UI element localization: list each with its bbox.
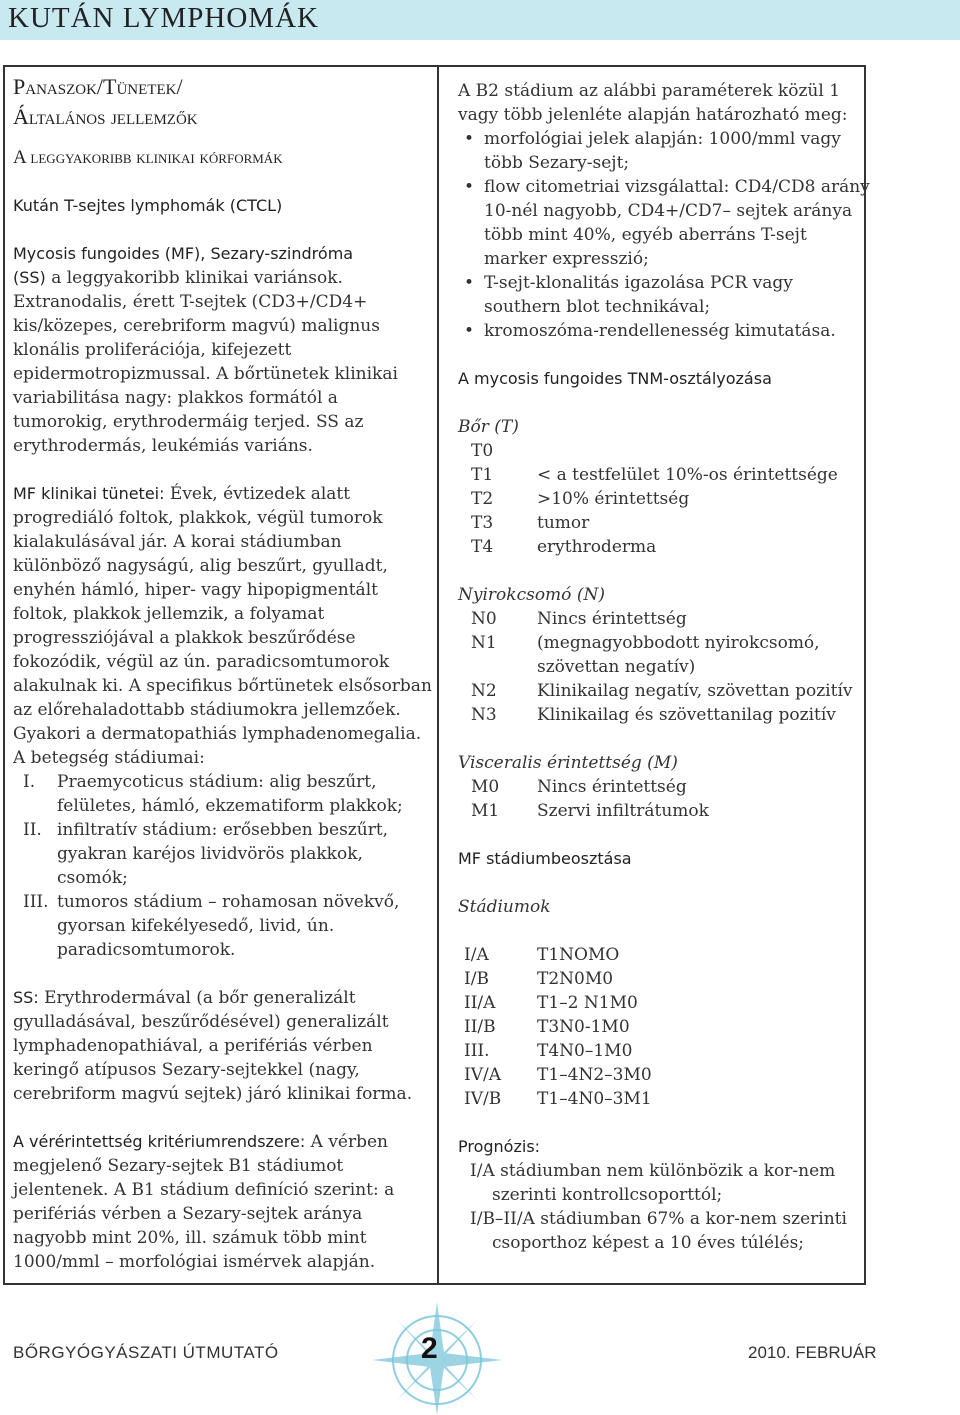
table-row: T3 tumor [471, 513, 590, 533]
list-item: I/A stádiumban nem különbözik a kor-nem szerinti kontrollcsoporttól; [470, 1161, 836, 1205]
node-table [458, 607, 870, 727]
right-column [458, 79, 870, 1255]
list-item: • T-sejt-klonalitás igazolása PCR vagy southern blot technikával; [464, 273, 793, 317]
paragraph-mf-symptoms [13, 482, 433, 770]
section-heading-1: Panaszok/Tünetek/ [13, 74, 183, 99]
skin-title: Bőr (T) [458, 417, 519, 437]
ss-label: SS: [13, 988, 39, 1007]
list-item: • kromoszóma-rendellenesség kimutatása. [464, 321, 836, 341]
table-row: II/B T3N0-1M0 [464, 1017, 630, 1037]
tnm-title: A mycosis fungoides TNM-osztályozása [458, 369, 772, 388]
table-row: T4 erythroderma [471, 537, 657, 557]
footer-date: 2010. FEBRUÁR [748, 1343, 877, 1362]
stage-list [13, 770, 433, 962]
footer-publication: BŐRGYÓGYÁSZATI ÚTMUTATÓ [13, 1343, 279, 1362]
table-row: II/A T1–2 N1M0 [464, 993, 638, 1013]
subheading-clinical-forms: A leggyakoribb klinikai kórformák [13, 147, 283, 168]
prognosis-list [458, 1159, 870, 1255]
mf-intro-text: a leggyakoribb klinikai variánsok. Extranodalis, érett T-sejtek (CD3+/CD4+ kis/közepes, cerebriform magvú) malignus klonális proliferációja, kifejezett epidermotropizmussal. A bőrtünetek klinikai variabilitása nagy: plakkos formától a tumorokig, erythrodermáig terjed. SS az erythrodermás, leukémiás variáns. [13, 268, 398, 456]
stage-classification-title: MF stádiumbeosztása [458, 849, 632, 868]
title-band [0, 0, 960, 40]
stage-item: I. Praemycoticus stádium: alig beszűrt, felületes, hámló, ekzematiform plakkok; [23, 772, 403, 816]
stage-item: II. infiltratív stádium: erősebben beszűrt, gyakran karéjos lividvörös plakkok, csomók; [23, 820, 389, 888]
table-row: M0 Nincs érintettség [471, 777, 687, 797]
page-title: KUTÁN LYMPHOMÁK [8, 2, 319, 34]
ss-abbr: (SS) [13, 268, 46, 287]
page-number: 2 [421, 1332, 438, 1365]
table-row: IV/B T1–4N0–3M1 [464, 1089, 652, 1109]
stages-subtitle: Stádiumok [458, 897, 551, 917]
table-row: N0 Nincs érintettség [471, 609, 687, 629]
mf-symptoms-label: MF klinikai tünetei: [13, 484, 165, 503]
table-row: I/A T1NOMO [464, 945, 620, 965]
table-row: N2 Klinikailag negatív, szövettan pozitív [471, 681, 853, 701]
list-item: • morfológiai jelek alapján: 1000/mml vagy több Sezary-sejt; [464, 129, 841, 173]
paragraph-blood-criteria [13, 1130, 433, 1274]
table-row: I/B T2N0M0 [464, 969, 614, 989]
skin-table [458, 439, 870, 559]
stage-item: III. tumoros stádium – rohamosan növekvő, gyorsan kifekélyesedő, livid, ún. paradicsomtumorok. [23, 892, 400, 960]
list-item: • flow citometriai vizsgálattal: CD4/CD8 arány 10-nél nagyobb, CD4+/CD7– sejtek aránya több mint 40%, egyéb aberráns T-sejt marker expresszió; [464, 177, 870, 269]
table-row: N1 (megnagyobbodott nyirokcsomó, szövettan negatív) [471, 633, 820, 677]
left-column [13, 72, 433, 1274]
visceral-table [458, 775, 870, 823]
b2-intro: A B2 stádium az alábbi paraméterek közül 1 vagy több jelenléte alapján határozható meg: [458, 81, 848, 125]
paragraph-mf-intro [13, 242, 433, 458]
table-row: IV/A T1–4N2–3M0 [464, 1065, 652, 1085]
table-row: III. T4N0–1M0 [464, 1041, 633, 1061]
blood-criteria-text: A vérben megjelenő Sezary-sejtek B1 stádiumot jelentenek. A B1 stádium definíció szerint: a perifériás vérben a Sezary-sejtek aránya nagyobb mint 20%, ill. számuk több mint 1000/mml – morfológiai ismérvek alapján. [13, 1132, 395, 1272]
blood-criteria-label: A vérérintettség kritériumrendszere: [13, 1132, 306, 1151]
b2-bullet-list [458, 127, 870, 343]
node-title: Nyirokcsomó (N) [458, 585, 605, 605]
prognosis-title: Prognózis: [458, 1137, 541, 1156]
ctcl-heading: Kután T-sejtes lymphomák (CTCL) [13, 196, 283, 215]
table-row: N3 Klinikailag és szövettanilag pozitív [471, 705, 836, 725]
table-row: M1 Szervi infiltrátumok [471, 801, 709, 821]
visceral-title: Visceralis érintettség (M) [458, 753, 678, 773]
stage-table [458, 943, 870, 1111]
table-row: T2 >10% érintettség [471, 489, 690, 509]
ss-text: Erythrodermával (a bőr generalizált gyulladásával, beszűrődésével) generalizált lymphadenopathiával, a perifériás vérben keringő atípusos Sezary-sejtekkel (nagy, cerebriform magvú sejtek) járó klinikai forma. [13, 988, 413, 1104]
column-divider [437, 65, 439, 1285]
mf-symptoms-text: Évek, évtizedek alatt progrediáló foltok, plakkok, végül tumorok kialakulásával jár. A korai stádiumban különböző nagyságú, alig beszűrt, gyulladt, enyhén hámló, hiper- vagy hipopigmentált foltok, plakkok jellemzik, a folyamat progressziójával a plakkok beszűrődése fokozódik, végül az ún. paradicsomtumorok alakulnak ki. A specifikus bőrtünetek elsősorban az előrehaladottabb stádiumokra jellemzőek. Gyakori a dermatopathiás lymphadenomegalia. A betegség stádiumai: [13, 484, 432, 768]
table-row: T1 < a testfelület 10%-os érintettsége [471, 465, 838, 485]
paragraph-ss [13, 986, 433, 1106]
mf-title: Mycosis fungoides (MF), Sezary-szindróma [13, 244, 354, 263]
list-item: I/B–II/A stádiumban 67% a kor-nem szerinti csoporthoz képest a 10 éves túlélés; [470, 1209, 847, 1253]
section-heading-2: Általános jellemzők [13, 104, 198, 129]
table-row: T0 [471, 441, 494, 461]
